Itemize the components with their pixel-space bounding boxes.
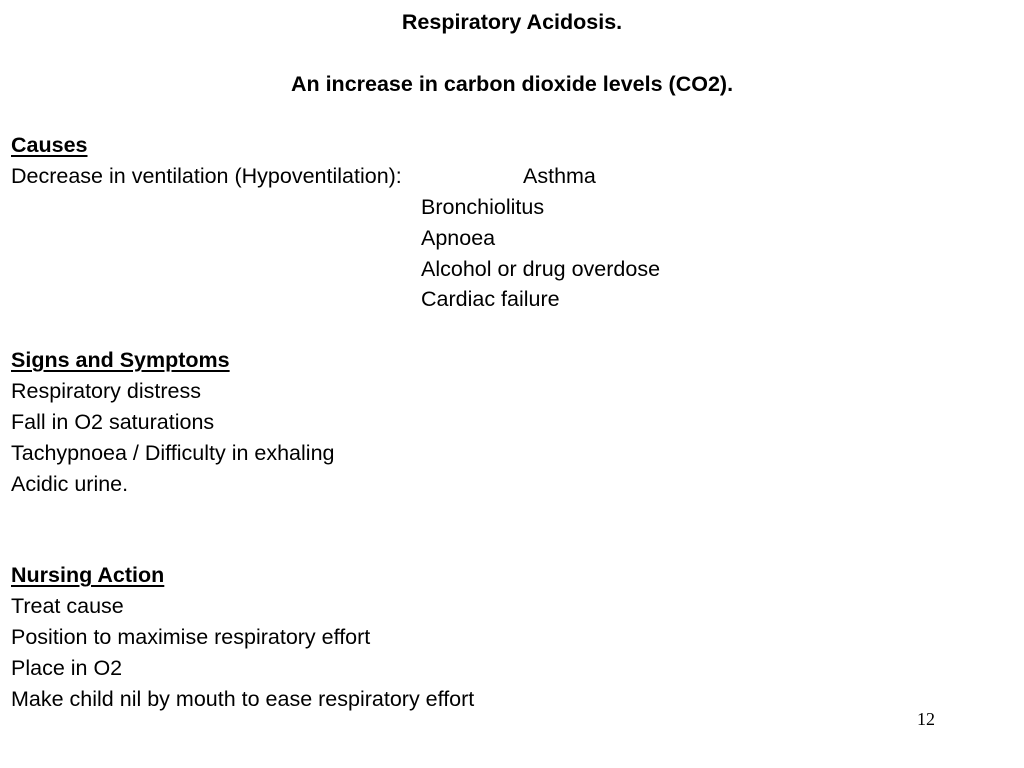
causes-lead-text: Decrease in ventilation (Hypoventilation): <box>11 164 402 188</box>
nursing-item: Place in O2 <box>11 656 123 680</box>
slide-title: Respiratory Acidosis. <box>401 10 623 34</box>
sign-item: Tachypnoea / Difficulty in exhaling <box>11 441 335 465</box>
nursing-item: Position to maximise respiratory effort <box>11 625 371 649</box>
cause-item: Alcohol or drug overdose <box>421 257 661 281</box>
sign-item: Acidic urine. <box>11 472 129 496</box>
cause-item: Cardiac failure <box>421 287 560 311</box>
cause-item: Asthma <box>523 164 596 188</box>
page-number: 12 <box>917 709 935 729</box>
slide-subtitle: An increase in carbon dioxide levels (CO2). <box>290 72 734 96</box>
sign-item: Fall in O2 saturations <box>11 410 215 434</box>
nursing-heading: Nursing Action <box>11 563 165 587</box>
sign-item: Respiratory distress <box>11 379 201 403</box>
nursing-item: Make child nil by mouth to ease respiratory effort <box>11 687 475 711</box>
nursing-item: Treat cause <box>11 594 124 618</box>
cause-item: Bronchiolitus <box>421 195 545 219</box>
causes-heading: Causes <box>11 133 88 157</box>
cause-item: Apnoea <box>421 226 496 250</box>
signs-heading: Signs and Symptoms <box>11 348 230 372</box>
